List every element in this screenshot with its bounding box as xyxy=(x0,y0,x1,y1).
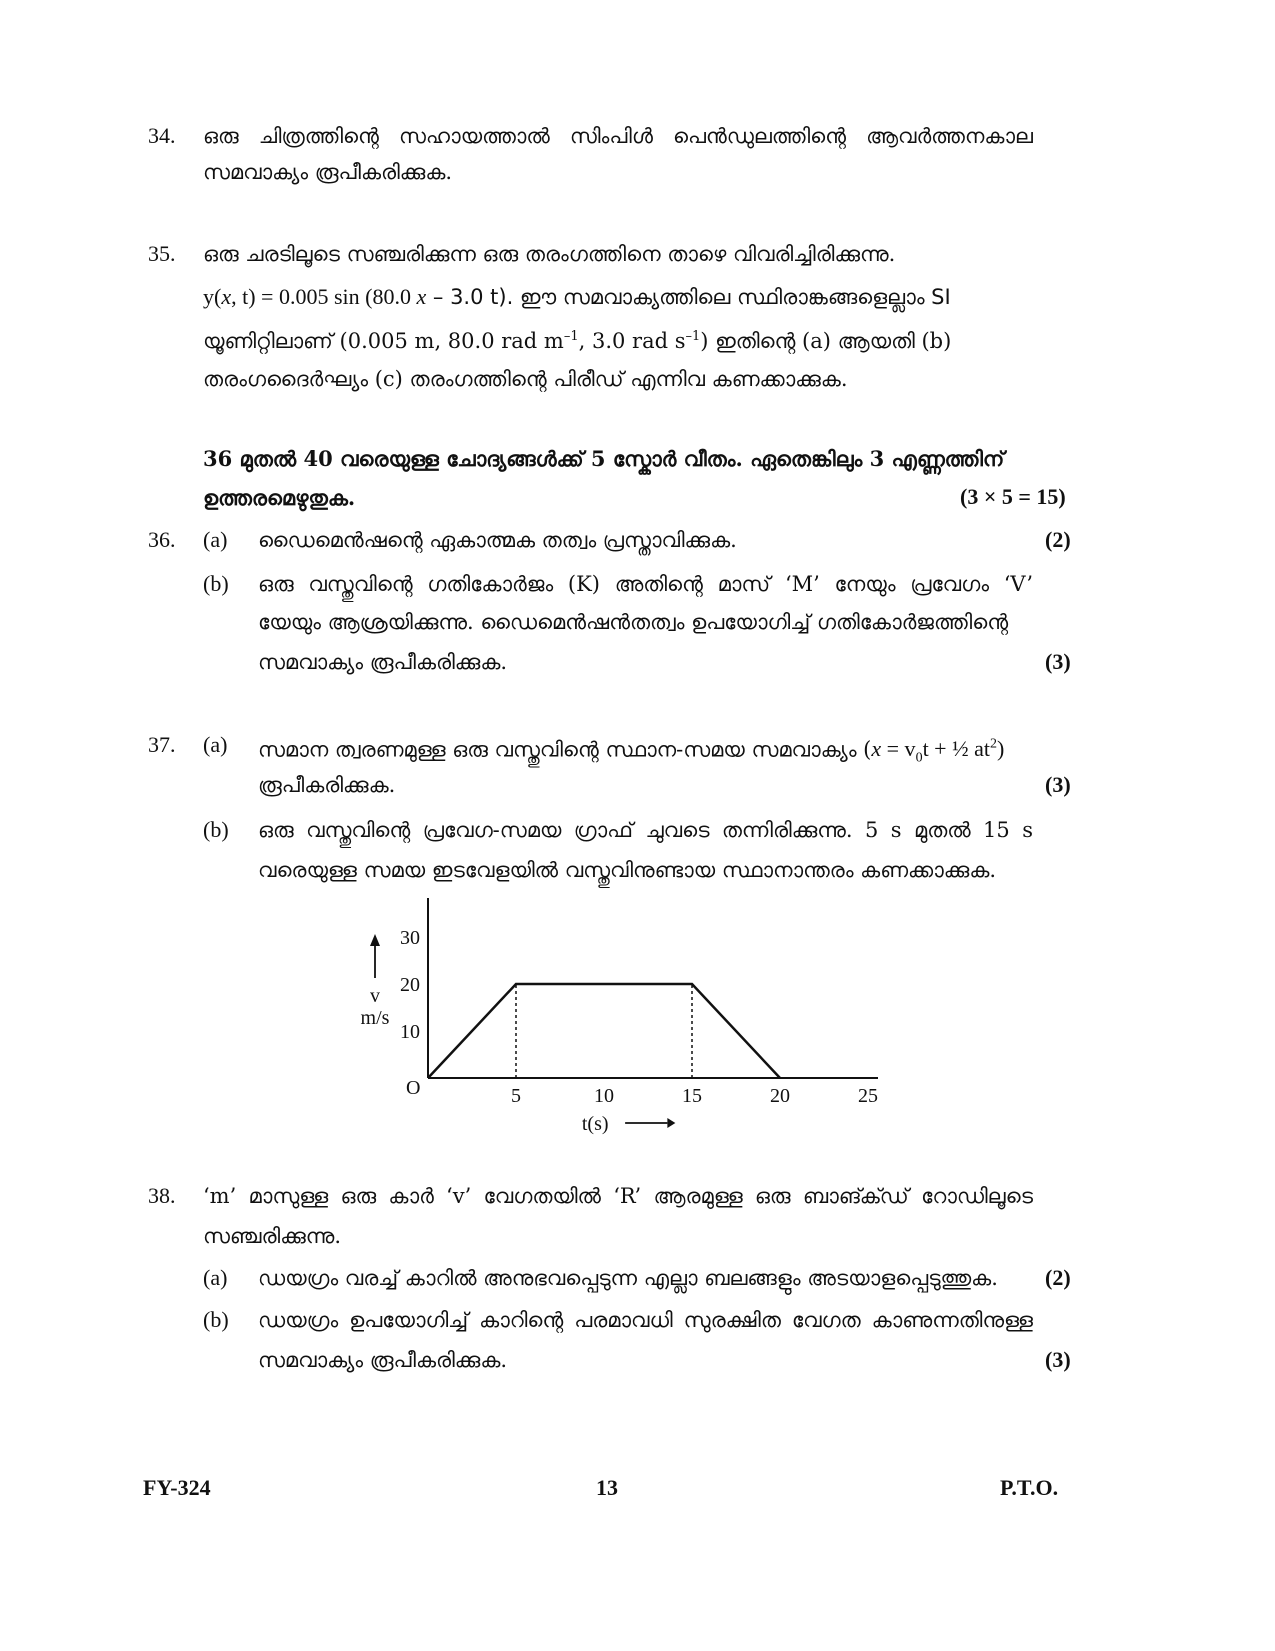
x-tick-label-20: 20 xyxy=(770,1085,790,1107)
q35-eq-part: y( xyxy=(203,284,222,309)
q37-a-line1 xyxy=(258,731,1004,773)
q34-number: 34. xyxy=(148,123,176,148)
q38-b-label: (b) xyxy=(203,1307,229,1332)
q36-b-line2: യേയും ആശ്രയിക്കുന്നു. ഡൈമെൻഷൻതത്വം ഉപയോഗിച്ച് ഗതികോർജത്തിന്റെ xyxy=(258,610,1009,634)
footer-pto: P.T.O. xyxy=(1000,1475,1059,1500)
q38-b-line1: ഡയഗ്രം ഉപയോഗിച്ച് കാറിന്റെ പരമാവധി സുരക്ഷിത വേഗത കാണുന്നതിനുള്ള xyxy=(258,1308,1033,1332)
x-axis-arrow-head xyxy=(667,1118,675,1128)
y-axis-label-unit: m/s xyxy=(360,1007,390,1029)
q36-a-marks: (2) xyxy=(1045,527,1071,552)
q35-units-part: ) ഇതിന്റെ (a) ആയതി (b) xyxy=(700,329,952,353)
q37-eq-part: = v xyxy=(881,736,916,762)
q38-a-marks: (2) xyxy=(1045,1265,1071,1290)
q36-a-text: ഡൈമെൻഷന്റെ ഏകാത്മക തത്വം പ്രസ്താവിക്കുക. xyxy=(258,528,737,552)
footer-code: FY-324 xyxy=(143,1475,211,1500)
q38-number: 38. xyxy=(148,1183,176,1208)
q35-number: 35. xyxy=(148,241,176,266)
q35-sup: –1 xyxy=(685,329,701,344)
q35-eq-part: , t) = 0.005 sin (80.0 xyxy=(231,284,417,309)
q38-line1: ‘m’ മാസുള്ള ഒരു കാർ ‘v’ വേഗതയിൽ ‘R’ ആരമുള്ള ഒരു ബാങ്ക്ഡ് റോഡിലൂടെ xyxy=(203,1184,1033,1208)
x-tick-label-15: 15 xyxy=(682,1085,702,1107)
y-axis-arrow-head xyxy=(370,934,380,946)
origin-label: O xyxy=(406,1077,421,1099)
q36-b-label: (b) xyxy=(203,571,229,596)
q37-eq-sub: 0 xyxy=(915,750,923,766)
velocity-line xyxy=(428,984,780,1078)
q37-number: 37. xyxy=(148,732,176,757)
q36-a-label: (a) xyxy=(203,527,228,552)
q34-line2: സമവാക്യം രൂപീകരിക്കുക. xyxy=(203,160,453,184)
q38-b-marks: (3) xyxy=(1045,1347,1071,1372)
q37-b-line1: ഒരു വസ്തുവിന്റെ പ്രവേഗ-സമയ ഗ്രാഫ് ചുവടെ തന്നിരിക്കുന്നു. 5 s മുതൽ 15 s xyxy=(258,818,1033,842)
q36-b-line1: ഒരു വസ്തുവിന്റെ ഗതികോർജം (K) അതിന്റെ മാസ് ‘M’ നേയും പ്രവേഗം ‘V’ xyxy=(258,572,1033,596)
y-tick-label-30: 30 xyxy=(400,927,420,949)
q37-b-line2: വരെയുള്ള സമയ ഇടവേളയിൽ വസ്തുവിനുണ്ടായ സ്ഥാനാന്തരം കണക്കാക്കുക. xyxy=(258,858,997,882)
footer-page-number: 13 xyxy=(596,1475,618,1500)
q37-a-label: (a) xyxy=(203,732,228,757)
q34-line1: ഒരു ചിത്രത്തിന്റെ സഹായത്താൽ സിംപിൾ പെൻഡുലത്തിന്റെ ആവർത്തനകാല xyxy=(203,124,1033,148)
q35-line2 xyxy=(203,283,951,311)
q35-units-part: യൂണിറ്റിലാണ് (0.005 m, 80.0 rad m xyxy=(203,329,564,353)
q38-a-text: ഡയഗ്രം വരച്ച് കാറിൽ അനുഭവപ്പെടുന്ന എല്ലാ ബലങ്ങളും അടയാളപ്പെടുത്തുക. xyxy=(258,1266,998,1290)
q35-line4: തരംഗദൈർഘ്യം (c) തരംഗത്തിന്റെ പിരീഡ് എന്നിവ കണക്കാക്കുക. xyxy=(203,367,848,391)
q38-b-line2: സമവാക്യം രൂപീകരിക്കുക. xyxy=(258,1348,508,1372)
q35-units-part: , 3.0 rad s xyxy=(578,329,686,353)
q37-a-text: സമാന ത്വരണമുള്ള ഒരു വസ്തുവിന്റെ സ്ഥാന-സമയ സമവാക്യം ( xyxy=(258,737,872,762)
y-tick-label-20: 20 xyxy=(400,974,420,996)
velocity-time-graph xyxy=(340,890,878,1140)
q35-line1: ഒരു ചരടിലൂടെ സഞ്ചരിക്കുന്ന ഒരു തരംഗത്തിനെ താഴെ വിവരിച്ചിരിക്കുന്നു. xyxy=(203,242,896,266)
q35-eq-x: x xyxy=(416,284,427,309)
q35-eq-x: x xyxy=(221,284,232,309)
q35-eq-part: – 3.0 t). ഈ സമവാക്യത്തിലെ സ്ഥിരാങ്കങ്ങളെല്ലാം SI xyxy=(426,285,951,309)
q37-a-line2: രൂപീകരിക്കുക. xyxy=(258,773,396,797)
section-instruction-line2: ഉത്തരമെഴുതുക. xyxy=(203,485,356,510)
section-marks: (3 × 5 = 15) xyxy=(960,484,1066,509)
x-tick-label-5: 5 xyxy=(511,1085,521,1107)
section-instruction-line1: 36 മുതൽ 40 വരെയുള്ള ചോദ്യങ്ങൾക്ക് 5 സ്കോർ വീതം. ഏതെങ്കിലും 3 എണ്ണത്തിന് xyxy=(203,446,1005,471)
q37-eq-sup: 2 xyxy=(989,737,997,752)
q38-a-label: (a) xyxy=(203,1265,228,1290)
q36-b-marks: (3) xyxy=(1045,649,1071,674)
q35-line3 xyxy=(203,323,951,355)
q37-eq-part: ) xyxy=(996,736,1005,762)
x-tick-label-25: 25 xyxy=(858,1085,878,1107)
q37-a-marks: (3) xyxy=(1045,772,1071,797)
q37-eq-x: x xyxy=(871,736,882,762)
q36-number: 36. xyxy=(148,527,176,552)
y-tick-label-10: 10 xyxy=(400,1021,420,1043)
y-axis-label-v: v xyxy=(370,985,380,1007)
q37-eq-part: t + ½ at xyxy=(922,736,990,762)
q35-sup: –1 xyxy=(563,329,579,344)
x-axis-label: t(s) xyxy=(581,1113,609,1135)
q38-line2: സഞ്ചരിക്കുന്നു. xyxy=(203,1224,342,1248)
q37-b-label: (b) xyxy=(203,817,229,842)
q36-b-line3: സമവാക്യം രൂപീകരിക്കുക. xyxy=(258,650,508,674)
x-tick-label-10: 10 xyxy=(594,1085,614,1107)
